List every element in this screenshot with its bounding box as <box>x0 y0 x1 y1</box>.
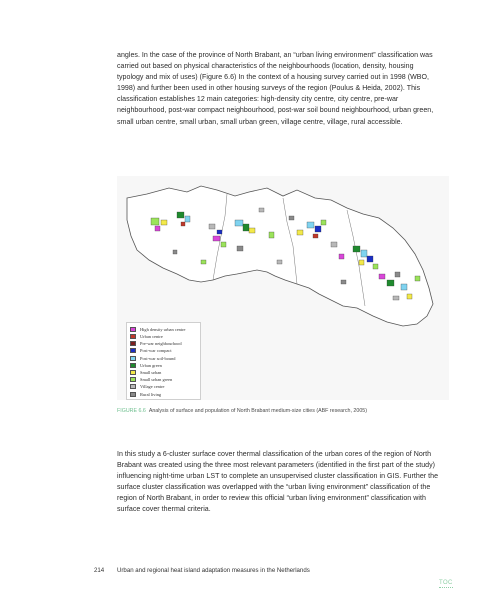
body-paragraph-2: In this study a 6-cluster surface cover thermal classification of the urban cores of the region of North Brabant was created using the three most relevant parameters (identified in the first part of the study) influencing night-time urban LST to complete an unsupervised cluster classification in GIS. Further the surface cluster classification was overlapped with the “urban living environment” classification of the region of North Brabant, in order to review this official “urban living environment” classification with surface cover thermal criteria. <box>117 451 439 514</box>
legend-swatch <box>130 348 136 353</box>
legend-swatch <box>130 384 136 389</box>
legend-label: Urban green <box>140 362 162 368</box>
legend-swatch <box>130 334 136 339</box>
legend-item <box>130 384 164 391</box>
figure-caption <box>117 408 447 415</box>
figure-caption-label: FIGURE 6.6 <box>117 408 146 414</box>
legend-item <box>130 376 172 383</box>
legend-item <box>130 326 185 333</box>
body-paragraph-1: angles. In the case of the province of North Brabant, an “urban living environment” classification was carried out based on physical characteristics of the neighbourhoods (location, density, housing typology and mix of uses) (Figure 6.6) In the context of a housing survey carried out in 1998 (WBO, 1998) and further been used in other housing surveys of the region (Poulus & Heida, 2002). This classification establishes 12 main categories: high-density city centre, city centre, pre-war neighbourhood, post-war compact neighbourhood, post-war soil bound neighbourhood, urban green, small urban centre, small urban, small urban green, village centre, village, rural accessible. <box>117 52 434 126</box>
figure-caption-text: Analysis of surface and population of North Brabant medium-size cities (ABF research, 2005) <box>148 408 367 414</box>
page-number: 214 <box>94 567 105 574</box>
legend-item <box>130 348 172 355</box>
legend-swatch <box>130 377 136 382</box>
legend-label: Post-war soil-bound <box>140 355 176 361</box>
legend-item <box>130 355 176 362</box>
legend-item <box>130 391 161 398</box>
legend-swatch <box>130 327 136 332</box>
legend-label: Village centre <box>140 384 165 390</box>
legend-swatch <box>130 363 136 368</box>
legend-item <box>130 362 162 369</box>
legend-label: Small urban green <box>140 377 173 383</box>
legend-swatch <box>130 370 136 375</box>
legend-swatch <box>130 341 136 346</box>
toc-link[interactable]: TOC <box>439 580 453 586</box>
map-legend <box>126 322 201 400</box>
legend-swatch <box>130 356 136 361</box>
legend-label: Urban centre <box>140 333 163 339</box>
legend-item <box>130 369 161 376</box>
running-title: Urban and regional heat island adaptation measures in the Netherlands <box>117 567 310 574</box>
legend-swatch <box>130 392 136 397</box>
legend-label: Post-war compact <box>140 348 172 354</box>
legend-label: Rural living <box>140 391 162 397</box>
legend-item <box>130 340 182 347</box>
province-outline <box>127 186 433 326</box>
legend-label: Pre-war neighbourhood <box>140 341 182 347</box>
legend-label: Small urban <box>140 369 162 375</box>
legend-item <box>130 333 163 340</box>
legend-label: High density urban centre <box>140 326 186 332</box>
